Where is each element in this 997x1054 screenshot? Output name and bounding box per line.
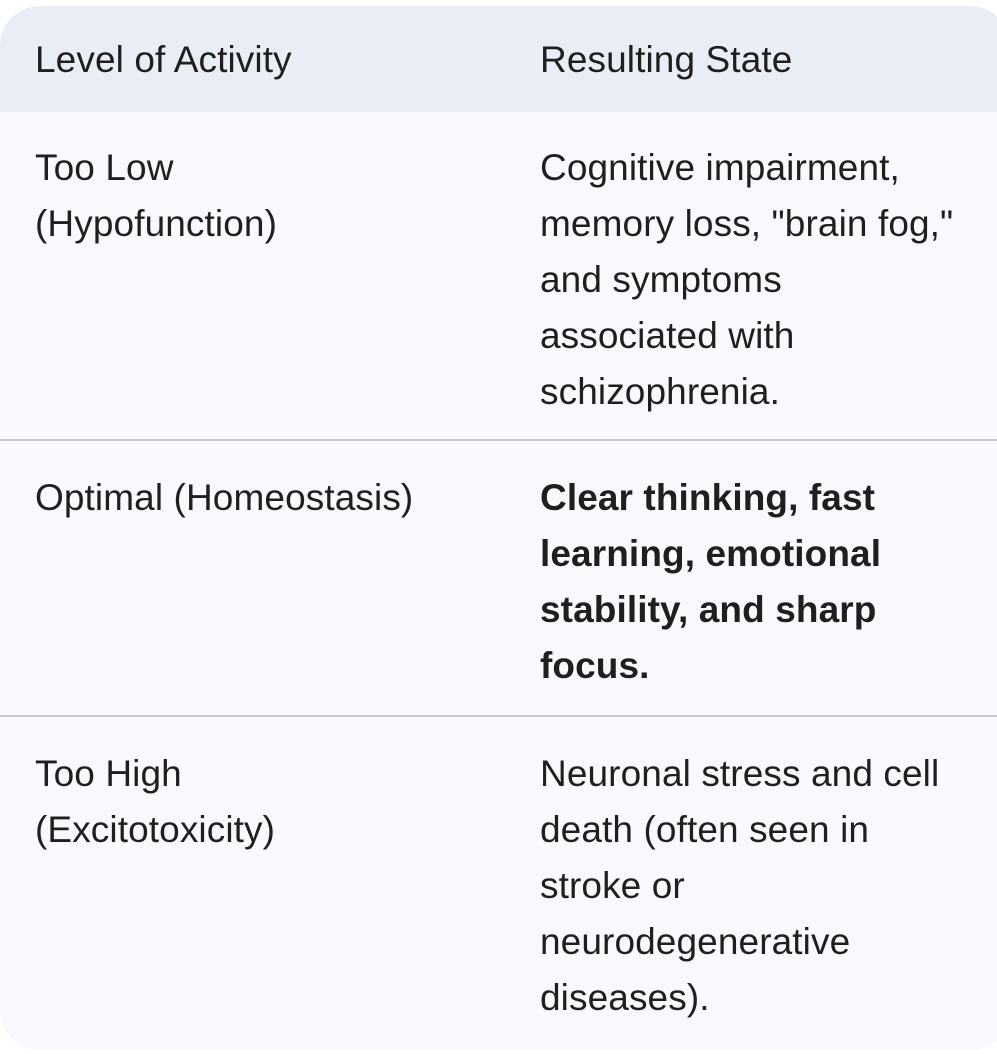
row-1-level: Too Low (Hypofunction) bbox=[35, 147, 278, 244]
row-3-level: Too High (Excitotoxicity) bbox=[35, 753, 276, 850]
row-1-state: Cognitive impairment, memory loss, "brain fog," and symptoms associated with schizophrenia. bbox=[540, 147, 954, 412]
row-2-level: Optimal (Homeostasis) bbox=[35, 477, 414, 518]
row-divider bbox=[0, 715, 997, 717]
row-divider bbox=[0, 439, 997, 441]
table-header-row bbox=[0, 6, 997, 112]
row-2-state: Clear thinking, fast learning, emotional stability, and sharp focus. bbox=[540, 477, 882, 686]
activity-table bbox=[0, 6, 997, 1050]
row-3-state: Neuronal stress and cell death (often seen in stroke or neurodegenerative diseases). bbox=[540, 753, 940, 1018]
header-resulting-state: Resulting State bbox=[540, 39, 793, 80]
header-level-of-activity: Level of Activity bbox=[35, 39, 292, 80]
